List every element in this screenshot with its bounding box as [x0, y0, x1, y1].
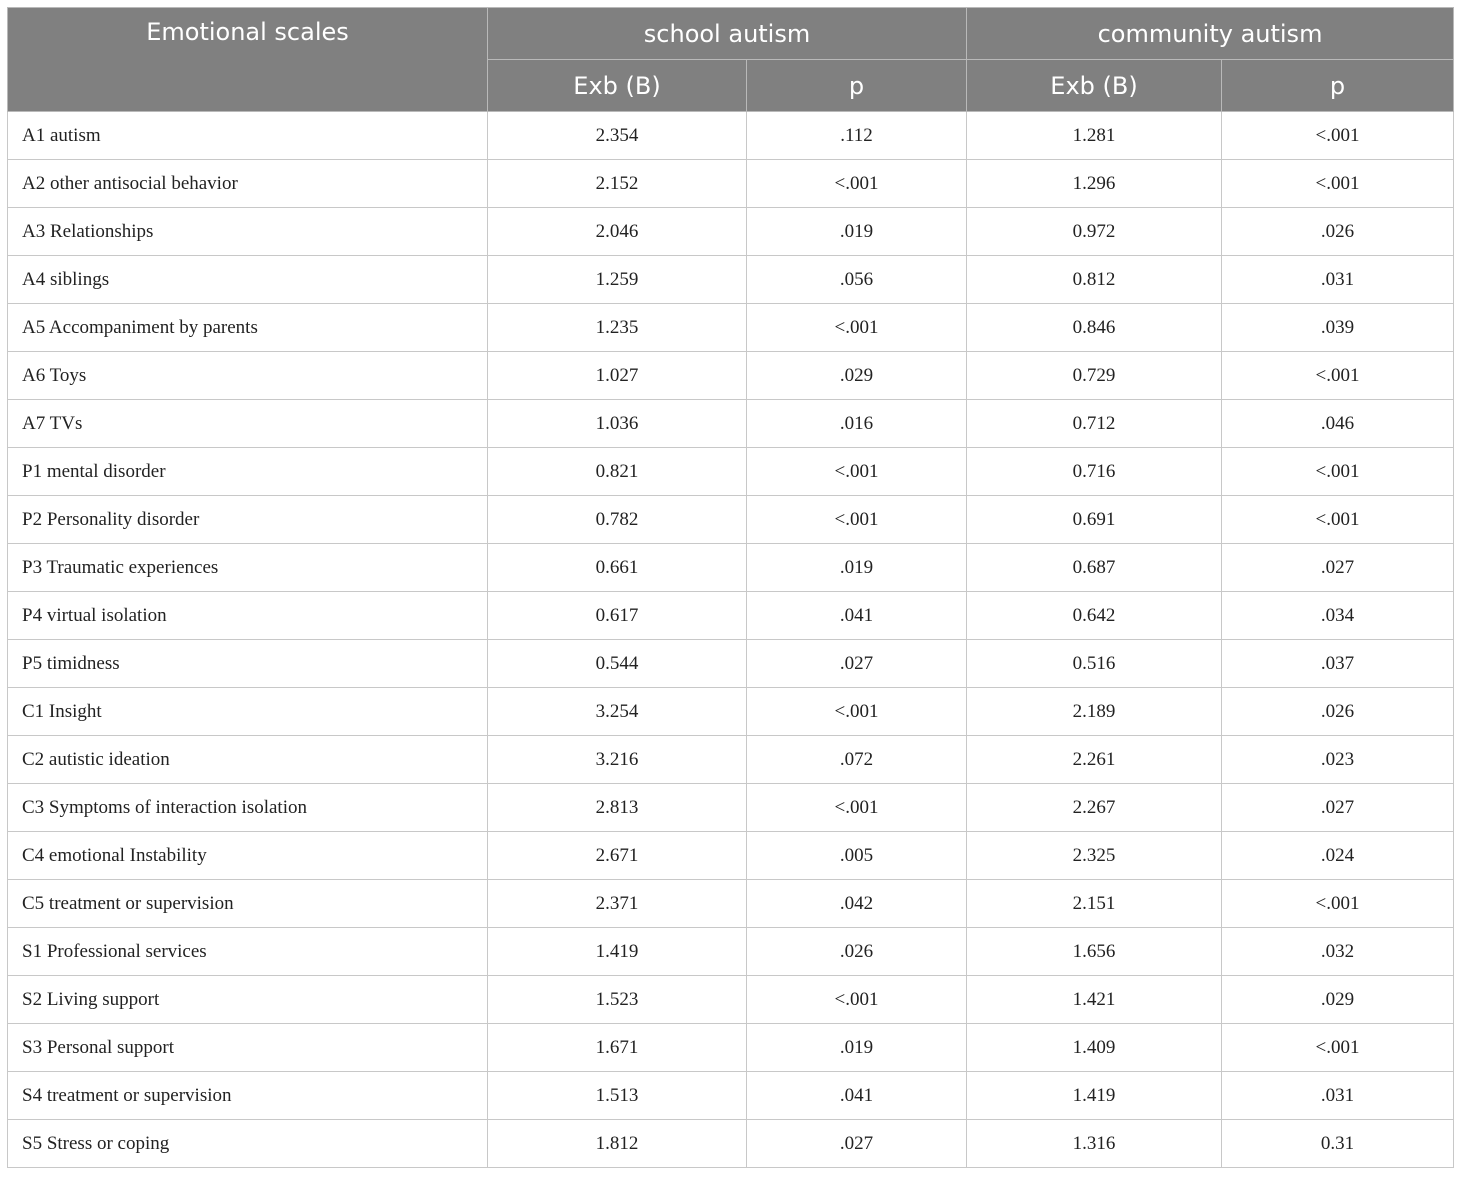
school-p-cell: <.001	[747, 784, 967, 832]
school-p-cell: .072	[747, 736, 967, 784]
school-exb-cell: 1.523	[488, 976, 747, 1024]
scale-label-cell: A3 Relationships	[8, 208, 488, 256]
school-p-cell: .026	[747, 928, 967, 976]
table-row	[8, 976, 1454, 1024]
table-row	[8, 304, 1454, 352]
scale-label-cell: P1 mental disorder	[8, 448, 488, 496]
column-header-school-p: p	[747, 60, 967, 112]
community-exb-cell: 1.296	[967, 160, 1222, 208]
column-group-school-autism: school autism	[488, 8, 967, 60]
table-row	[8, 1120, 1454, 1168]
scale-label-cell: P3 Traumatic experiences	[8, 544, 488, 592]
school-p-cell: <.001	[747, 448, 967, 496]
school-exb-cell: 1.419	[488, 928, 747, 976]
scale-label-cell: P4 virtual isolation	[8, 592, 488, 640]
school-exb-cell: 3.254	[488, 688, 747, 736]
table-row	[8, 688, 1454, 736]
community-exb-cell: 1.281	[967, 112, 1222, 160]
table-row	[8, 160, 1454, 208]
table-row	[8, 640, 1454, 688]
school-exb-cell: 2.371	[488, 880, 747, 928]
scale-label-cell: C2 autistic ideation	[8, 736, 488, 784]
community-p-cell: .026	[1222, 688, 1454, 736]
community-exb-cell: 0.642	[967, 592, 1222, 640]
table-row	[8, 544, 1454, 592]
school-exb-cell: 2.813	[488, 784, 747, 832]
community-exb-cell: 2.261	[967, 736, 1222, 784]
school-exb-cell: 2.152	[488, 160, 747, 208]
community-p-cell: <.001	[1222, 448, 1454, 496]
scale-label-cell: S5 Stress or coping	[8, 1120, 488, 1168]
school-exb-cell: 1.513	[488, 1072, 747, 1120]
community-exb-cell: 0.691	[967, 496, 1222, 544]
community-p-cell: <.001	[1222, 112, 1454, 160]
community-p-cell: .023	[1222, 736, 1454, 784]
school-p-cell: .019	[747, 544, 967, 592]
school-p-cell: .005	[747, 832, 967, 880]
community-exb-cell: 0.972	[967, 208, 1222, 256]
table-body	[8, 112, 1454, 1168]
community-exb-cell: 2.267	[967, 784, 1222, 832]
scale-label-cell: A7 TVs	[8, 400, 488, 448]
school-p-cell: .041	[747, 592, 967, 640]
school-exb-cell: 0.782	[488, 496, 747, 544]
school-exb-cell: 2.354	[488, 112, 747, 160]
community-exb-cell: 0.712	[967, 400, 1222, 448]
community-exb-cell: 2.189	[967, 688, 1222, 736]
school-exb-cell: 1.671	[488, 1024, 747, 1072]
community-exb-cell: 0.687	[967, 544, 1222, 592]
school-p-cell: <.001	[747, 976, 967, 1024]
table-row	[8, 784, 1454, 832]
column-group-community-autism: community autism	[967, 8, 1454, 60]
table-row	[8, 592, 1454, 640]
community-p-cell: .034	[1222, 592, 1454, 640]
table-row	[8, 736, 1454, 784]
table-row	[8, 208, 1454, 256]
community-p-cell: .039	[1222, 304, 1454, 352]
table-row	[8, 448, 1454, 496]
school-exb-cell: 0.544	[488, 640, 747, 688]
regression-table	[7, 7, 1454, 1168]
table-row	[8, 496, 1454, 544]
table-row	[8, 352, 1454, 400]
scale-label-cell: A6 Toys	[8, 352, 488, 400]
table-row	[8, 256, 1454, 304]
community-p-cell: .031	[1222, 1072, 1454, 1120]
scale-label-cell: C3 Symptoms of interaction isolation	[8, 784, 488, 832]
school-p-cell: .041	[747, 1072, 967, 1120]
scale-label-cell: S3 Personal support	[8, 1024, 488, 1072]
school-p-cell: <.001	[747, 688, 967, 736]
community-p-cell: .032	[1222, 928, 1454, 976]
school-exb-cell: 1.235	[488, 304, 747, 352]
community-exb-cell: 1.421	[967, 976, 1222, 1024]
community-exb-cell: 0.812	[967, 256, 1222, 304]
community-exb-cell: 1.419	[967, 1072, 1222, 1120]
community-exb-cell: 1.656	[967, 928, 1222, 976]
school-p-cell: .042	[747, 880, 967, 928]
school-p-cell: .019	[747, 1024, 967, 1072]
scale-label-cell: S4 treatment or supervision	[8, 1072, 488, 1120]
community-exb-cell: 2.325	[967, 832, 1222, 880]
school-p-cell: <.001	[747, 304, 967, 352]
community-p-cell: <.001	[1222, 880, 1454, 928]
community-p-cell: <.001	[1222, 496, 1454, 544]
community-exb-cell: 1.316	[967, 1120, 1222, 1168]
community-p-cell: .031	[1222, 256, 1454, 304]
school-exb-cell: 1.036	[488, 400, 747, 448]
community-exb-cell: 2.151	[967, 880, 1222, 928]
school-p-cell: .019	[747, 208, 967, 256]
school-p-cell: .112	[747, 112, 967, 160]
scale-label-cell: A1 autism	[8, 112, 488, 160]
school-p-cell: <.001	[747, 160, 967, 208]
scale-label-cell: C5 treatment or supervision	[8, 880, 488, 928]
community-p-cell: <.001	[1222, 160, 1454, 208]
community-p-cell: .027	[1222, 544, 1454, 592]
school-exb-cell: 0.617	[488, 592, 747, 640]
header-row-groups	[8, 8, 1454, 60]
community-p-cell: .029	[1222, 976, 1454, 1024]
community-exb-cell: 0.516	[967, 640, 1222, 688]
school-exb-cell: 1.812	[488, 1120, 747, 1168]
school-p-cell: .027	[747, 640, 967, 688]
scale-label-cell: P5 timidness	[8, 640, 488, 688]
table-header	[8, 8, 1454, 112]
community-p-cell: .046	[1222, 400, 1454, 448]
school-exb-cell: 1.027	[488, 352, 747, 400]
column-header-community-p: p	[1222, 60, 1454, 112]
community-p-cell: .037	[1222, 640, 1454, 688]
table-row	[8, 400, 1454, 448]
scale-label-cell: S2 Living support	[8, 976, 488, 1024]
community-exb-cell: 1.409	[967, 1024, 1222, 1072]
community-p-cell: <.001	[1222, 1024, 1454, 1072]
table-row	[8, 880, 1454, 928]
community-exb-cell: 0.716	[967, 448, 1222, 496]
school-p-cell: <.001	[747, 496, 967, 544]
school-p-cell: .029	[747, 352, 967, 400]
school-exb-cell: 0.661	[488, 544, 747, 592]
table-row	[8, 1072, 1454, 1120]
scale-label-cell: S1 Professional services	[8, 928, 488, 976]
community-p-cell: 0.31	[1222, 1120, 1454, 1168]
scale-label-cell: C4 emotional Instability	[8, 832, 488, 880]
community-p-cell: <.001	[1222, 352, 1454, 400]
school-exb-cell: 1.259	[488, 256, 747, 304]
scale-label-cell: A4 siblings	[8, 256, 488, 304]
table-row	[8, 112, 1454, 160]
scale-label-cell: A2 other antisocial behavior	[8, 160, 488, 208]
community-p-cell: .027	[1222, 784, 1454, 832]
school-p-cell: .016	[747, 400, 967, 448]
table-container	[7, 7, 1453, 1168]
column-header-emotional-scales: Emotional scales	[8, 8, 488, 112]
school-p-cell: .027	[747, 1120, 967, 1168]
column-header-school-exb: Exb (B)	[488, 60, 747, 112]
community-exb-cell: 0.729	[967, 352, 1222, 400]
table-row	[8, 928, 1454, 976]
column-header-community-exb: Exb (B)	[967, 60, 1222, 112]
community-p-cell: .024	[1222, 832, 1454, 880]
school-exb-cell: 2.046	[488, 208, 747, 256]
school-p-cell: .056	[747, 256, 967, 304]
school-exb-cell: 2.671	[488, 832, 747, 880]
community-exb-cell: 0.846	[967, 304, 1222, 352]
scale-label-cell: P2 Personality disorder	[8, 496, 488, 544]
school-exb-cell: 3.216	[488, 736, 747, 784]
school-exb-cell: 0.821	[488, 448, 747, 496]
table-row	[8, 832, 1454, 880]
scale-label-cell: C1 Insight	[8, 688, 488, 736]
scale-label-cell: A5 Accompaniment by parents	[8, 304, 488, 352]
community-p-cell: .026	[1222, 208, 1454, 256]
table-row	[8, 1024, 1454, 1072]
